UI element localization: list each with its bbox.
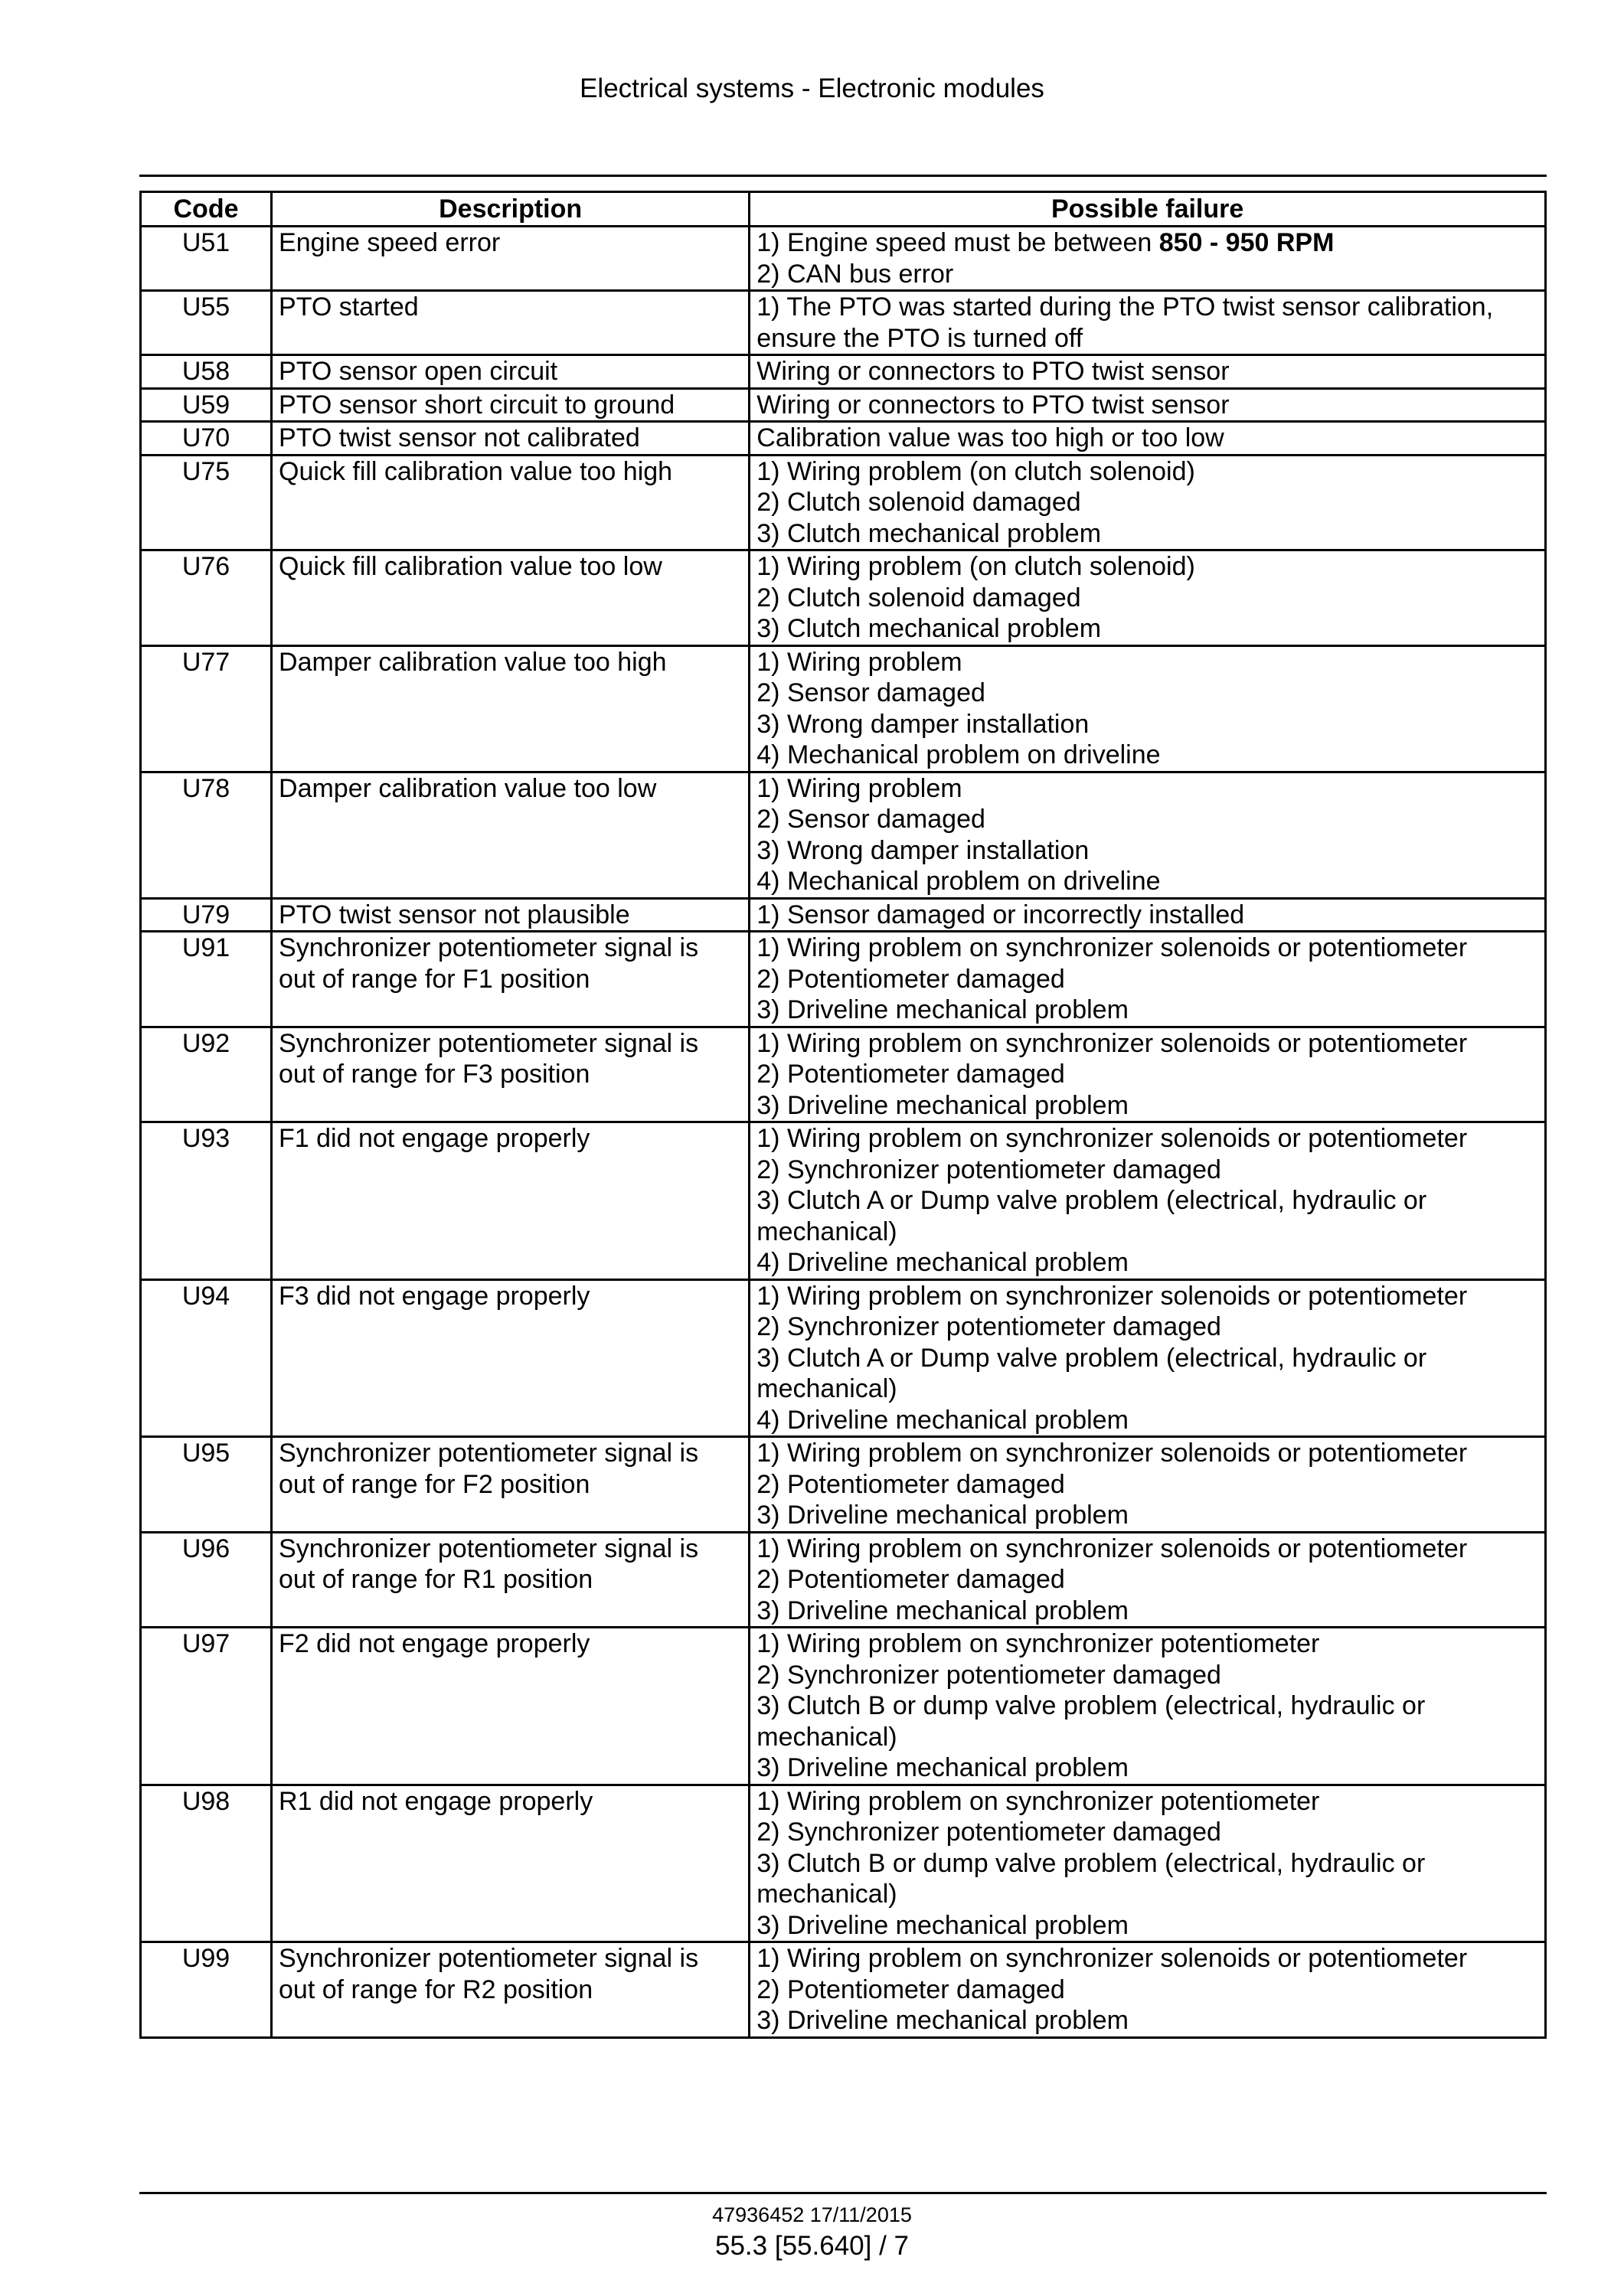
possible-failure: [750, 898, 1546, 932]
failure-text: mechanical): [756, 1880, 897, 1909]
fault-description: [272, 388, 750, 422]
failure-line: [756, 1943, 1538, 1974]
failure-text: 1) Wiring problem (on clutch solenoid): [756, 456, 1195, 486]
failure-line: [756, 292, 1538, 323]
footer-divider: [139, 2192, 1547, 2194]
fault-code-table: [139, 191, 1547, 2039]
failure-line: [756, 740, 1538, 771]
failure-text: 3) Clutch mechanical problem: [756, 518, 1102, 548]
possible-failure: [750, 1532, 1546, 1628]
description-line: Damper calibration value too high: [279, 647, 667, 677]
description-line: PTO started: [279, 292, 419, 322]
failure-text: mechanical): [756, 1722, 897, 1752]
failure-line: [756, 423, 1538, 454]
table-row: [141, 227, 1546, 291]
possible-failure: [750, 455, 1546, 550]
failure-line: [756, 1533, 1538, 1565]
failure-line: [756, 1373, 1538, 1405]
fault-code: U55: [141, 291, 272, 355]
failure-line: [756, 390, 1538, 421]
description-line: F2 did not engage properly: [279, 1629, 590, 1658]
failure-text: 3) Clutch A or Dump valve problem (electrical, hydraulic or: [756, 1343, 1427, 1373]
failure-line: [756, 1090, 1538, 1122]
fault-code: U58: [141, 355, 272, 389]
failure-text: 3) Clutch A or Dump valve problem (electrical, hydraulic or: [756, 1186, 1427, 1215]
table-row: [141, 1942, 1546, 2038]
column-header-possible-failure: Possible failure: [750, 192, 1546, 227]
fault-code: U92: [141, 1027, 272, 1122]
failure-line: [756, 900, 1538, 931]
failure-bold-value: 850 - 950 RPM: [1158, 228, 1335, 257]
fault-description: [272, 455, 750, 550]
table-row: [141, 772, 1546, 898]
description-line: out of range for F2 position: [279, 1469, 590, 1499]
document-number: 47936452 17/11/2015: [712, 2203, 912, 2226]
fault-description: [272, 291, 750, 355]
failure-line: [756, 1469, 1538, 1501]
failure-text: 4) Mechanical problem on driveline: [756, 867, 1161, 896]
failure-line: [756, 613, 1538, 645]
failure-text: 4) Mechanical problem on driveline: [756, 740, 1161, 769]
description-line: PTO twist sensor not calibrated: [279, 423, 640, 452]
failure-line: [756, 1752, 1538, 1784]
failure-text: 1) Wiring problem on synchronizer solenoids or potentiometer: [756, 1944, 1468, 1973]
table-row: [141, 1279, 1546, 1437]
failure-line: [756, 1910, 1538, 1942]
failure-line: [756, 1247, 1538, 1279]
failure-line: [756, 1185, 1538, 1217]
failure-line: [756, 709, 1538, 740]
fault-description: [272, 1628, 750, 1785]
table-row: [141, 1628, 1546, 1785]
possible-failure: [750, 772, 1546, 898]
description-line: PTO sensor short circuit to ground: [279, 390, 675, 420]
failure-text: Wiring or connectors to PTO twist sensor: [756, 357, 1230, 386]
failure-line: [756, 835, 1538, 867]
failure-line: [756, 2005, 1538, 2036]
failure-line: [756, 1123, 1538, 1155]
failure-line: [756, 964, 1538, 995]
failure-line: [756, 1974, 1538, 2006]
fault-description: [272, 422, 750, 456]
failure-line: [756, 1405, 1538, 1436]
fault-code: U95: [141, 1437, 272, 1533]
possible-failure: [750, 1122, 1546, 1280]
failure-text: 3) Driveline mechanical problem: [756, 1910, 1129, 1940]
failure-text: 1) Wiring problem on synchronizer solenoids or potentiometer: [756, 1028, 1468, 1058]
header-divider: [139, 175, 1547, 177]
fault-description: [272, 1027, 750, 1122]
failure-text: 3) Driveline mechanical problem: [756, 1595, 1129, 1625]
failure-line: [756, 259, 1538, 290]
table-row: [141, 1027, 1546, 1122]
failure-text: 2) Potentiometer damaged: [756, 1060, 1065, 1089]
failure-text: 2) Clutch solenoid damaged: [756, 583, 1081, 612]
failure-text: 1) Engine speed must be between: [756, 228, 1159, 257]
possible-failure: [750, 422, 1546, 456]
failure-text: 4) Driveline mechanical problem: [756, 1405, 1129, 1435]
failure-text: 1) Wiring problem on synchronizer solenoids or potentiometer: [756, 1281, 1468, 1311]
failure-text: 2) Clutch solenoid damaged: [756, 488, 1081, 517]
possible-failure: [750, 1027, 1546, 1122]
possible-failure: [750, 1785, 1546, 1942]
description-line: PTO twist sensor not plausible: [279, 900, 630, 929]
description-line: R1 did not engage properly: [279, 1786, 593, 1816]
failure-text: 3) Wrong damper installation: [756, 709, 1090, 739]
fault-code: U77: [141, 645, 272, 772]
possible-failure: [750, 227, 1546, 291]
table-row: [141, 422, 1546, 456]
fault-code: U51: [141, 227, 272, 291]
failure-text: 2) Potentiometer damaged: [756, 964, 1065, 994]
possible-failure: [750, 355, 1546, 389]
failure-text: 3) Driveline mechanical problem: [756, 1501, 1129, 1530]
fault-description: [272, 1122, 750, 1280]
failure-text: 2) Sensor damaged: [756, 805, 985, 834]
description-line: Quick fill calibration value too low: [279, 552, 662, 581]
possible-failure: [750, 1628, 1546, 1785]
failure-line: [756, 1722, 1538, 1753]
fault-description: [272, 550, 750, 646]
failure-line: [756, 1217, 1538, 1248]
failure-text: 3) Driveline mechanical problem: [756, 995, 1129, 1024]
possible-failure: [750, 291, 1546, 355]
possible-failure: [750, 932, 1546, 1027]
failure-line: [756, 456, 1538, 488]
page-header: Electrical systems - Electronic modules: [580, 73, 1044, 103]
description-line: Damper calibration value too low: [279, 773, 657, 803]
failure-text: 2) Synchronizer potentiometer damaged: [756, 1155, 1221, 1184]
possible-failure: [750, 1942, 1546, 2038]
page-number: 55.3 [55.640] / 7: [715, 2231, 909, 2261]
possible-failure: [750, 550, 1546, 646]
fault-code: U98: [141, 1785, 272, 1942]
failure-text: 2) Synchronizer potentiometer damaged: [756, 1818, 1221, 1847]
failure-text: Wiring or connectors to PTO twist sensor: [756, 390, 1230, 420]
failure-text: 1) Wiring problem (on clutch solenoid): [756, 552, 1195, 581]
failure-text: mechanical): [756, 1217, 897, 1246]
description-line: out of range for R2 position: [279, 1974, 593, 2004]
possible-failure: [750, 1437, 1546, 1533]
failure-line: [756, 1628, 1538, 1660]
description-line: F1 did not engage properly: [279, 1124, 590, 1153]
column-header-description: Description: [272, 192, 750, 227]
failure-text: Calibration value was too high or too low: [756, 423, 1224, 452]
fault-description: [272, 1942, 750, 2038]
table-body: [141, 227, 1546, 2038]
failure-line: [756, 1690, 1538, 1722]
failure-text: 3) Clutch B or dump valve problem (electrical, hydraulic or: [756, 1848, 1426, 1878]
fault-description: [272, 932, 750, 1027]
fault-code: U59: [141, 388, 272, 422]
failure-line: [756, 1564, 1538, 1595]
failure-line: [756, 1059, 1538, 1090]
table-header-row: [141, 192, 1546, 227]
failure-line: [756, 1311, 1538, 1343]
fault-code: U70: [141, 422, 272, 456]
failure-text: 1) The PTO was started during the PTO twist sensor calibration,: [756, 292, 1494, 322]
table-row: [141, 1122, 1546, 1280]
failure-line: [756, 1438, 1538, 1469]
failure-line: [756, 1660, 1538, 1691]
failure-text: 1) Wiring problem on synchronizer solenoids or potentiometer: [756, 1124, 1468, 1153]
description-line: out of range for R1 position: [279, 1565, 593, 1594]
failure-line: [756, 804, 1538, 835]
failure-text: 2) Potentiometer damaged: [756, 1469, 1065, 1499]
failure-line: [756, 1500, 1538, 1531]
failure-text: 2) Synchronizer potentiometer damaged: [756, 1660, 1221, 1690]
failure-text: 2) Sensor damaged: [756, 678, 985, 707]
fault-description: [272, 227, 750, 291]
failure-line: [756, 1028, 1538, 1060]
fault-description: [272, 1785, 750, 1942]
failure-line: [756, 932, 1538, 964]
failure-text: 3) Clutch B or dump valve problem (electrical, hydraulic or: [756, 1691, 1426, 1720]
fault-code: U96: [141, 1532, 272, 1628]
failure-line: [756, 1281, 1538, 1312]
fault-code: U99: [141, 1942, 272, 2038]
table-row: [141, 550, 1546, 646]
failure-line: [756, 647, 1538, 678]
failure-line: [756, 227, 1538, 259]
description-line: Synchronizer potentiometer signal is: [279, 1533, 699, 1563]
failure-text: 3) Wrong damper installation: [756, 835, 1090, 865]
table-row: [141, 1437, 1546, 1533]
description-line: PTO sensor open circuit: [279, 357, 558, 386]
table-row: [141, 932, 1546, 1027]
possible-failure: [750, 645, 1546, 772]
failure-line: [756, 583, 1538, 614]
failure-text: ensure the PTO is turned off: [756, 323, 1083, 353]
fault-code: U94: [141, 1279, 272, 1437]
description-line: Synchronizer potentiometer signal is: [279, 1439, 699, 1468]
fault-code: U91: [141, 932, 272, 1027]
failure-text: 3) Driveline mechanical problem: [756, 1753, 1129, 1782]
failure-text: 1) Wiring problem on synchronizer solenoids or potentiometer: [756, 1533, 1468, 1563]
failure-line: [756, 1343, 1538, 1374]
failure-text: 1) Wiring problem on synchronizer solenoids or potentiometer: [756, 1439, 1468, 1468]
failure-text: 1) Wiring problem on synchronizer solenoids or potentiometer: [756, 933, 1468, 962]
description-line: out of range for F1 position: [279, 964, 590, 994]
fault-description: [272, 1437, 750, 1533]
failure-line: [756, 773, 1538, 805]
failure-line: [756, 1848, 1538, 1880]
failure-line: [756, 518, 1538, 550]
failure-text: 2) Potentiometer damaged: [756, 1565, 1065, 1594]
failure-line: [756, 356, 1538, 387]
failure-text: 3) Driveline mechanical problem: [756, 1090, 1129, 1120]
fault-description: [272, 772, 750, 898]
failure-text: 1) Sensor damaged or incorrectly installed: [756, 900, 1245, 929]
table-row: [141, 388, 1546, 422]
failure-line: [756, 487, 1538, 518]
failure-text: 3) Driveline mechanical problem: [756, 2006, 1129, 2035]
fault-code: U97: [141, 1628, 272, 1785]
possible-failure: [750, 1279, 1546, 1437]
table-row: [141, 355, 1546, 389]
failure-text: 3) Clutch mechanical problem: [756, 614, 1102, 643]
failure-text: 1) Wiring problem: [756, 647, 962, 677]
possible-failure: [750, 388, 1546, 422]
failure-text: mechanical): [756, 1374, 897, 1403]
description-line: Synchronizer potentiometer signal is: [279, 1028, 699, 1058]
failure-line: [756, 323, 1538, 354]
failure-text: 2) CAN bus error: [756, 259, 954, 289]
failure-line: [756, 994, 1538, 1026]
fault-description: [272, 1279, 750, 1437]
failure-line: [756, 1595, 1538, 1627]
failure-line: [756, 1879, 1538, 1910]
description-line: Quick fill calibration value too high: [279, 456, 673, 486]
failure-text: 1) Wiring problem on synchronizer potentiometer: [756, 1629, 1320, 1658]
failure-line: [756, 551, 1538, 583]
table-row: [141, 455, 1546, 550]
column-header-code: Code: [141, 192, 272, 227]
fault-code: U93: [141, 1122, 272, 1280]
description-line: F3 did not engage properly: [279, 1281, 590, 1311]
failure-line: [756, 866, 1538, 897]
table-row: [141, 1785, 1546, 1942]
failure-text: 2) Synchronizer potentiometer damaged: [756, 1312, 1221, 1341]
fault-description: [272, 898, 750, 932]
description-line: Synchronizer potentiometer signal is: [279, 1944, 699, 1973]
description-line: out of range for F3 position: [279, 1060, 590, 1089]
fault-code: U75: [141, 455, 272, 550]
failure-text: 1) Wiring problem on synchronizer potentiometer: [756, 1786, 1320, 1816]
failure-line: [756, 678, 1538, 709]
fault-code: U78: [141, 772, 272, 898]
table-row: [141, 1532, 1546, 1628]
failure-text: 4) Driveline mechanical problem: [756, 1248, 1129, 1277]
failure-text: 1) Wiring problem: [756, 773, 962, 803]
table-row: [141, 645, 1546, 772]
fault-description: [272, 1532, 750, 1628]
failure-line: [756, 1155, 1538, 1186]
fault-description: [272, 645, 750, 772]
table-row: [141, 898, 1546, 932]
failure-text: 2) Potentiometer damaged: [756, 1974, 1065, 2004]
table-row: [141, 291, 1546, 355]
fault-code: U79: [141, 898, 272, 932]
fault-description: [272, 355, 750, 389]
failure-line: [756, 1817, 1538, 1848]
description-line: Synchronizer potentiometer signal is: [279, 933, 699, 962]
failure-line: [756, 1786, 1538, 1818]
description-line: Engine speed error: [279, 228, 501, 257]
fault-code: U76: [141, 550, 272, 646]
